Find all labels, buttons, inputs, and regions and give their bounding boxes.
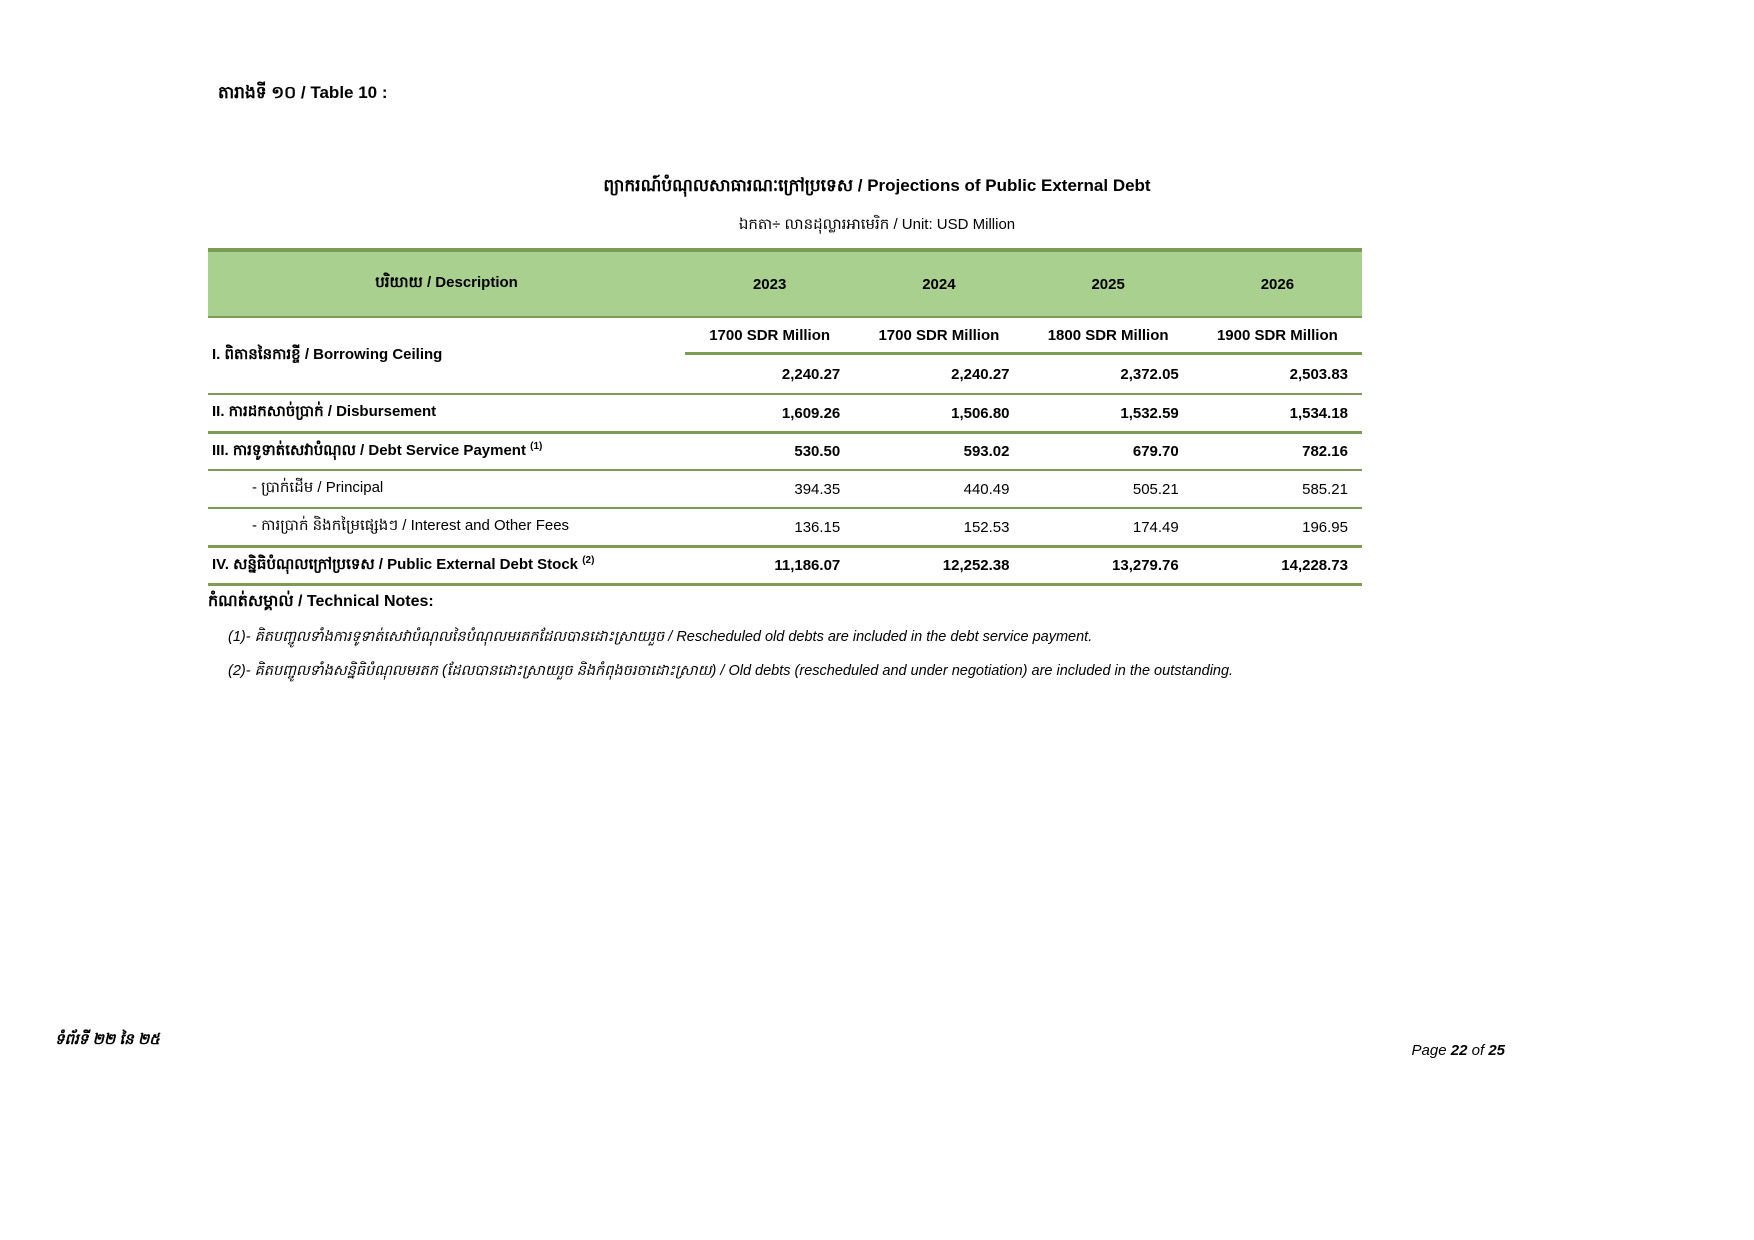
column-header-2025: 2025	[1091, 275, 1125, 293]
footer-page-number-english	[1412, 1042, 1505, 1059]
note-ref-2: (2)	[582, 554, 595, 566]
table-row-debt-stock	[208, 545, 1362, 583]
footer-page-total: 25	[1488, 1042, 1505, 1059]
unit-caption: ឯកតា÷ លានដុល្លារអាមេរិក / Unit: USD Million	[738, 216, 1016, 233]
disbursement-2026: 1,534.18	[1289, 404, 1348, 422]
debt-stock-2024: 12,252.38	[942, 557, 1010, 574]
interest-2026: 196.95	[1302, 518, 1348, 536]
column-header-2023: 2023	[752, 275, 787, 293]
table-row-borrowing-ceiling	[208, 318, 1362, 393]
footer-of-word: of	[1471, 1042, 1485, 1059]
ceiling-value-2024: 2,240.27	[951, 365, 1010, 383]
disbursement-2023: 1,609.26	[781, 404, 841, 422]
debt-service-2024: 593.02	[963, 443, 1010, 460]
column-header-description: បរិយាយ / Description	[375, 274, 518, 291]
interest-2025: 174.49	[1132, 518, 1179, 536]
disbursement-2024: 1,506.80	[951, 404, 1010, 422]
interest-2024: 152.53	[963, 518, 1010, 536]
sdr-ceiling-2025: 1800 SDR Million	[1024, 318, 1193, 355]
row-label-interest: - ការប្រាក់ និងកម្រៃផ្សេងៗ / Interest and Other Fees	[252, 517, 570, 534]
footer-page-current: 22	[1450, 1042, 1468, 1059]
debt-stock-label-text: IV. សន្និធិបំណុលក្រៅប្រទេស / Public External Debt Stock	[212, 555, 579, 573]
table-row-disbursement	[208, 393, 1362, 431]
technical-notes	[208, 590, 1508, 696]
row-label-principal: - ប្រាក់ដើម / Principal	[252, 479, 384, 496]
debt-stock-2023: 11,186.07	[774, 557, 841, 574]
principal-2024: 440.49	[963, 480, 1010, 498]
document-title: ព្យាករណ៍បំណុលសាធារណៈក្រៅប្រទេស / Projections of Public External Debt	[603, 176, 1151, 195]
ceiling-value-2023: 2,240.27	[781, 365, 841, 383]
technical-notes-title: កំណត់សម្គាល់ / Technical Notes:	[208, 593, 434, 610]
debt-service-2025: 679.70	[1132, 443, 1179, 460]
column-header-2024: 2024	[922, 275, 956, 293]
table-number-heading: តារាងទី ១០ / Table 10 :	[218, 83, 388, 102]
debt-stock-2026: 14,228.73	[1281, 557, 1348, 574]
sdr-ceiling-2026: 1900 SDR Million	[1193, 318, 1362, 355]
debt-stock-2025: 13,279.76	[1112, 557, 1179, 574]
table-row-principal	[208, 469, 1362, 507]
note-ref-1: (1)	[530, 440, 543, 452]
column-header-2026: 2026	[1260, 275, 1295, 293]
principal-2026: 585.21	[1302, 480, 1348, 498]
table-row-interest	[208, 507, 1362, 545]
table-bottom-border	[208, 583, 1362, 586]
debt-service-2026: 782.16	[1302, 443, 1348, 460]
row-label-borrowing-ceiling: I. ពិតាននៃការខ្ចី / Borrowing Ceiling	[212, 345, 443, 363]
row-label-disbursement: II. ការដកសាច់ប្រាក់ / Disbursement	[212, 403, 437, 420]
ceiling-value-2025: 2,372.05	[1120, 365, 1179, 383]
table-header-row	[208, 248, 1362, 318]
row-label-debt-service	[208, 441, 685, 463]
sdr-ceiling-2024: 1700 SDR Million	[854, 318, 1023, 355]
principal-2023: 394.35	[794, 480, 841, 498]
principal-2025: 505.21	[1132, 480, 1179, 498]
technical-note-2: (2)- គិតបញ្ចូលទាំងសន្និធិបំណុលមរតក (ដែលបានដោះស្រាយរួច និងកំពុងចរចាដោះស្រាយ) / Old debts (rescheduled and under negotiation) are included in the outstanding.	[228, 663, 1234, 679]
footer-page-word: Page	[1411, 1042, 1447, 1059]
sdr-ceiling-2023: 1700 SDR Million	[685, 318, 854, 355]
interest-2023: 136.15	[794, 518, 841, 536]
debt-service-2023: 530.50	[794, 443, 841, 460]
debt-service-label-text: III. ការទូទាត់សេវាបំណុល / Debt Service Payment	[212, 441, 526, 459]
footer-page-number-khmer: ទំព័រទី ២២ នៃ ២៥	[55, 1031, 160, 1048]
table-row-debt-service	[208, 431, 1362, 469]
technical-note-1: (1)- គិតបញ្ចូលទាំងការទូទាត់សេវាបំណុលនៃបំណុលមរតកដែលបានដោះស្រាយរួច / Rescheduled old debts are included in the debt service payment.	[228, 629, 1093, 645]
debt-projection-table	[208, 248, 1362, 586]
row-label-debt-stock	[208, 555, 685, 577]
ceiling-value-2026: 2,503.83	[1289, 365, 1348, 383]
disbursement-2025: 1,532.59	[1120, 404, 1179, 422]
